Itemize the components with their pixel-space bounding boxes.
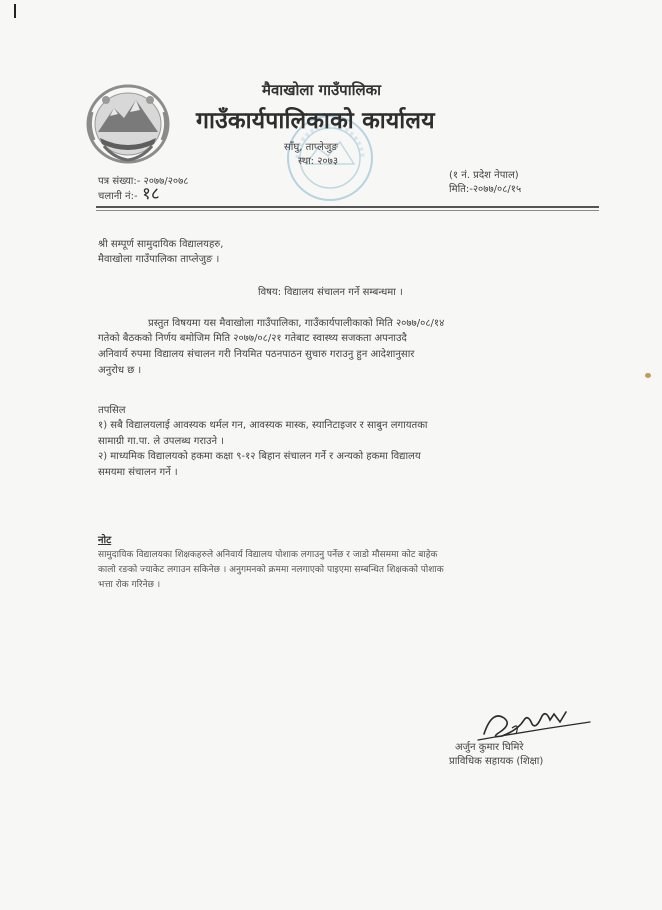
header-divider <box>96 206 599 208</box>
note-line: कालो रङको ज्याकेट लगाउन सकिनेछ । अनुगमनको क्रममा नलगाएको पाइएमा सम्बन्धित शिक्षकको पोशाक <box>98 565 444 575</box>
body-paragraph-line: प्रस्तुत विषयमा यस मैवाखोला गाउँपालिका, गाउँकार्यपालीकाको मिति २०७७/०८/१४ <box>148 318 445 329</box>
body-paragraph-line: गतेको बैठकको निर्णय बमोजिम मिति २०७७/०८/२१ गतेबाट स्वास्थ्य सजकता अपनाउदै <box>98 333 407 344</box>
signatory-title: प्राविधिक सहायक (शिक्षा) <box>449 756 544 767</box>
province-label: (१ नं. प्रदेश नेपाल) <box>449 170 519 181</box>
letter-date: मिति:-२०७७/०८/१५ <box>449 184 522 195</box>
note-title: नोट <box>98 535 112 546</box>
dispatch-number: १८ <box>142 184 160 204</box>
detail-item-1: १) सबै विद्यालयलाई आवस्यक थर्मल गन, आवस्यक मास्क, स्यानिटाइजर र साबुन लगायतका <box>98 420 428 431</box>
detail-item-2: २) माध्यमिक विद्यालयको हकमा कक्षा ९-१२ बिहान संचालन गर्ने र अन्यको हकमा विद्यालय <box>98 451 421 462</box>
corner-mark <box>14 4 16 18</box>
note-line: सामुदायिक विद्यालयका शिक्षकहरुले अनिवार्य विद्यालय पोशाक लगाउनु पर्नेछ र जाडो मौसममा कोट बाहेक <box>98 550 438 560</box>
paper-speck <box>645 373 651 378</box>
nepal-emblem-icon <box>84 82 172 166</box>
letter-subject: विषय: विद्यालय संचालन गर्ने सम्बन्धमा । <box>258 287 403 298</box>
detail-item-1-cont: सामाग्री गा.पा. ले उपलब्ध गराउने । <box>98 436 225 447</box>
reference-number: पत्र संख्या:- २०७७/२०७८ <box>98 176 189 187</box>
body-paragraph-line: अनुरोध छ । <box>98 365 142 376</box>
dispatch-label: चलानी नं:- <box>98 191 138 202</box>
header-divider-thin <box>96 210 599 211</box>
recipient-line-1: श्री सम्पूर्ण सामुदायिक विद्यालयहरु, <box>98 239 224 250</box>
recipient-line-2: मैवाखोला गाउँपालिका ताप्लेजुङ । <box>98 254 220 265</box>
detail-item-2-cont: समयमा संचालन गर्ने । <box>98 467 178 478</box>
office-title: गाउँकार्यपालिकाको कार्यालय <box>196 108 435 134</box>
note-line: भत्ता रोक गरिनेछ । <box>98 580 161 590</box>
municipality-name: मैवाखोला गाउँपालिका <box>262 81 382 99</box>
details-heading: तपसिल <box>98 405 126 416</box>
established-year: स्था: २०७३ <box>298 156 339 167</box>
body-paragraph-line: अनिवार्य रुपमा विद्यालय संचालन गरी नियमित पठनपाठन सुचारु गराउनु हुन आदेशानुसार <box>98 349 415 360</box>
signatory-name: अर्जुन कुमार घिमिरे <box>455 742 524 753</box>
office-address: साँघु, ताप्लेजुङ <box>284 142 338 153</box>
